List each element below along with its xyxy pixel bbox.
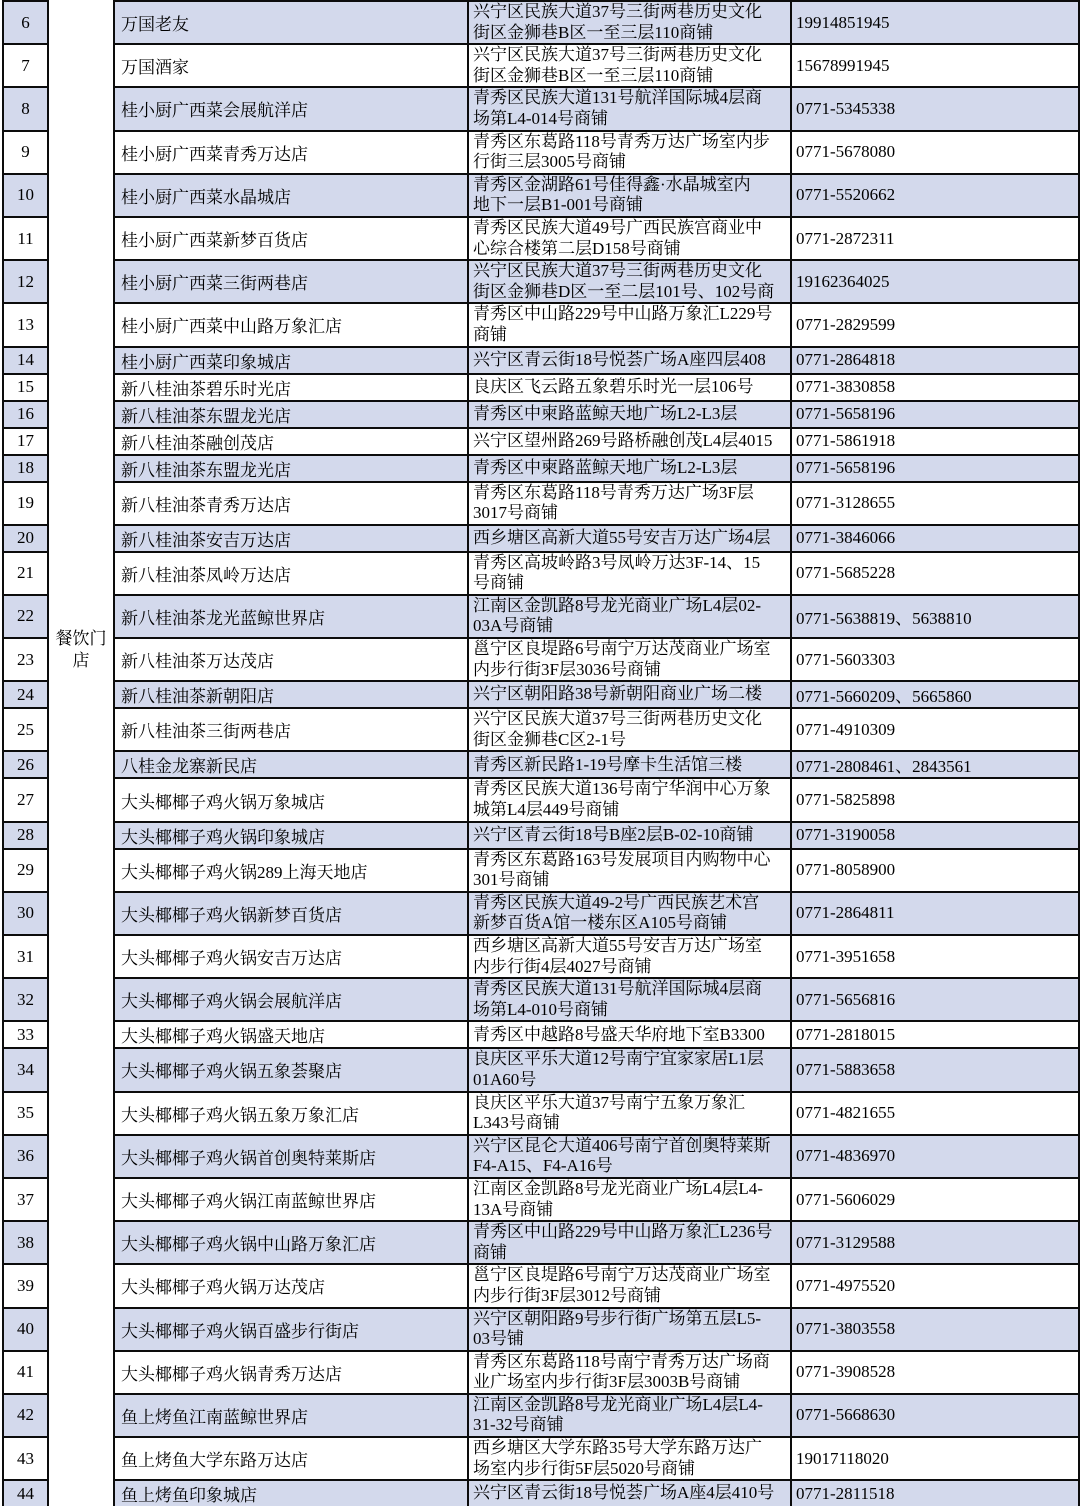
store-address-cell[interactable]: 青秀区民族大道136号南宁华润中心万象 城第L4层449号商铺 xyxy=(467,777,790,820)
store-name-cell[interactable]: 万国酒家 xyxy=(113,43,467,86)
category-gap-cell xyxy=(49,1134,113,1177)
table-row xyxy=(0,481,1080,524)
store-phone-cell[interactable]: 0771-5825898 xyxy=(790,777,1080,820)
store-phone-cell[interactable]: 0771-5520662 xyxy=(790,173,1080,216)
row-number-cell[interactable]: 35 xyxy=(2,1091,49,1134)
store-phone-cell[interactable]: 0771-3190058 xyxy=(790,821,1080,848)
store-phone-cell[interactable]: 0771-5658196 xyxy=(790,400,1080,427)
category-gap-cell xyxy=(49,821,113,848)
store-name-cell[interactable]: 鱼上烤鱼印象城店 xyxy=(113,1479,467,1506)
row-number-cell[interactable]: 27 xyxy=(2,777,49,820)
category-gap-cell xyxy=(49,1177,113,1220)
category-gap-cell xyxy=(49,750,113,777)
store-phone-cell[interactable]: 0771-5678080 xyxy=(790,130,1080,173)
row-number-cell[interactable]: 29 xyxy=(2,848,49,891)
store-phone-cell[interactable]: 0771-4975520 xyxy=(790,1263,1080,1306)
row-number-cell[interactable]: 18 xyxy=(2,454,49,481)
table-row xyxy=(0,1436,1080,1479)
store-address-cell[interactable]: 青秀区东葛路118号青秀万达广场3F层 3017号商铺 xyxy=(467,481,790,524)
row-number-cell[interactable]: 22 xyxy=(2,594,49,637)
table-row xyxy=(0,680,1080,707)
store-phone-cell[interactable]: 0771-2864811 xyxy=(790,891,1080,934)
store-name-cell[interactable]: 新八桂油茶万达茂店 xyxy=(113,637,467,680)
store-address-cell[interactable]: 西乡塘区高新大道55号安吉万达广场4层 xyxy=(467,524,790,551)
store-phone-cell[interactable]: 0771-5861918 xyxy=(790,427,1080,454)
store-phone-cell[interactable]: 0771-5656816 xyxy=(790,977,1080,1020)
table-row xyxy=(0,1134,1080,1177)
category-gap-cell xyxy=(49,454,113,481)
table-row xyxy=(0,346,1080,373)
table-row xyxy=(0,594,1080,637)
store-name-cell[interactable]: 大头椰椰子鸡火锅盛天地店 xyxy=(113,1020,467,1047)
store-name-cell[interactable]: 大头椰椰子鸡火锅会展航洋店 xyxy=(113,977,467,1020)
store-phone-cell[interactable]: 0771-2829599 xyxy=(790,302,1080,345)
category-gap-cell xyxy=(49,1047,113,1090)
category-gap-cell xyxy=(49,1307,113,1350)
category-gap-cell xyxy=(49,848,113,891)
category-gap-cell xyxy=(49,86,113,129)
row-number-cell[interactable]: 30 xyxy=(2,891,49,934)
store-phone-cell[interactable]: 0771-2808461、2843561 xyxy=(790,750,1080,777)
store-address-cell[interactable]: 青秀区东葛路163号发展项目内购物中心 301号商铺 xyxy=(467,848,790,891)
store-name-cell[interactable]: 桂小厨广西菜印象城店 xyxy=(113,346,467,373)
store-name-cell[interactable]: 新八桂油茶三街两巷店 xyxy=(113,707,467,750)
table-row xyxy=(0,750,1080,777)
category-gap-cell xyxy=(49,707,113,750)
table-row xyxy=(0,0,1080,43)
store-address-cell[interactable]: 良庆区飞云路五象碧乐时光一层106号 xyxy=(467,373,790,400)
row-number-cell[interactable]: 12 xyxy=(2,259,49,302)
category-gap-cell xyxy=(49,481,113,524)
table-row xyxy=(0,551,1080,594)
table-row xyxy=(0,637,1080,680)
store-name-cell[interactable]: 新八桂油茶东盟龙光店 xyxy=(113,454,467,481)
store-phone-cell[interactable]: 0771-2811518 xyxy=(790,1479,1080,1506)
row-number-cell[interactable]: 16 xyxy=(2,400,49,427)
store-phone-cell[interactable]: 19017118020 xyxy=(790,1436,1080,1479)
store-phone-cell[interactable]: 0771-8058900 xyxy=(790,848,1080,891)
row-number-cell[interactable]: 20 xyxy=(2,524,49,551)
row-number-cell[interactable]: 41 xyxy=(2,1350,49,1393)
category-gap-cell xyxy=(49,680,113,707)
table-row xyxy=(0,848,1080,891)
category-gap-cell xyxy=(49,0,113,43)
store-address-cell[interactable]: 兴宁区昆仑大道406号南宁首创奥特莱斯 F4-A15、F4-A16号 xyxy=(467,1134,790,1177)
store-address-cell[interactable]: 兴宁区民族大道37号三街两巷历史文化 街区金狮巷B区一至三层110商铺 xyxy=(467,43,790,86)
store-phone-cell[interactable]: 0771-3951658 xyxy=(790,934,1080,977)
store-phone-cell[interactable]: 0771-5660209、5665860 xyxy=(790,680,1080,707)
row-number-cell[interactable]: 32 xyxy=(2,977,49,1020)
category-gap-cell xyxy=(49,1020,113,1047)
store-name-cell[interactable]: 大头椰椰子鸡火锅五象万象汇店 xyxy=(113,1091,467,1134)
store-address-cell[interactable]: 江南区金凯路8号龙光商业广场L4层L4- 31-32号商铺 xyxy=(467,1393,790,1436)
row-number-cell[interactable]: 14 xyxy=(2,346,49,373)
store-name-cell[interactable]: 桂小厨广西菜青秀万达店 xyxy=(113,130,467,173)
row-number-cell[interactable]: 17 xyxy=(2,427,49,454)
store-phone-cell[interactable]: 0771-3803558 xyxy=(790,1307,1080,1350)
row-number-cell[interactable]: 9 xyxy=(2,130,49,173)
store-address-cell[interactable]: 青秀区高坡岭路3号凤岭万达3F-14、15 号商铺 xyxy=(467,551,790,594)
row-number-cell[interactable]: 26 xyxy=(2,750,49,777)
store-phone-cell[interactable]: 0771-5345338 xyxy=(790,86,1080,129)
store-address-cell[interactable]: 良庆区平乐大道12号南宁宜家家居L1层 01A60号 xyxy=(467,1047,790,1090)
table-row xyxy=(0,1177,1080,1220)
row-number-cell[interactable]: 42 xyxy=(2,1393,49,1436)
store-address-cell[interactable]: 青秀区中柬路蓝鲸天地广场L2-L3层 xyxy=(467,454,790,481)
row-number-cell[interactable]: 15 xyxy=(2,373,49,400)
store-name-cell[interactable]: 大头椰椰子鸡火锅万达茂店 xyxy=(113,1263,467,1306)
store-address-cell[interactable]: 兴宁区民族大道37号三街两巷历史文化 街区金狮巷C区2-1号 xyxy=(467,707,790,750)
store-phone-cell[interactable]: 0771-4910309 xyxy=(790,707,1080,750)
row-number-cell[interactable]: 33 xyxy=(2,1020,49,1047)
store-name-cell[interactable]: 新八桂油茶龙光蓝鲸世界店 xyxy=(113,594,467,637)
table-row xyxy=(0,400,1080,427)
category-gap-cell xyxy=(49,637,113,680)
store-address-cell[interactable]: 青秀区东葛路118号南宁青秀万达广场商 业广场室内步行街3F层3003B号商铺 xyxy=(467,1350,790,1393)
store-address-cell[interactable]: 良庆区平乐大道37号南宁五象万象汇 L343号商铺 xyxy=(467,1091,790,1134)
store-name-cell[interactable]: 桂小厨广西菜中山路万象汇店 xyxy=(113,302,467,345)
store-address-cell[interactable]: 青秀区民族大道49-2号广西民族艺术宫 新梦百货A馆一楼东区A105号商铺 xyxy=(467,891,790,934)
store-address-cell[interactable]: 青秀区民族大道131号航洋国际城4层商 场第L4-010号商铺 xyxy=(467,977,790,1020)
store-name-cell[interactable]: 大头椰椰子鸡火锅万象城店 xyxy=(113,777,467,820)
category-gap-cell xyxy=(49,594,113,637)
category-gap-cell xyxy=(49,43,113,86)
category-gap-cell xyxy=(49,551,113,594)
store-phone-cell[interactable]: 0771-2872311 xyxy=(790,216,1080,259)
store-name-cell[interactable]: 桂小厨广西菜水晶城店 xyxy=(113,173,467,216)
category-gap-cell xyxy=(49,173,113,216)
store-phone-cell[interactable]: 0771-5668630 xyxy=(790,1393,1080,1436)
table-row xyxy=(0,1350,1080,1393)
store-address-cell[interactable]: 江南区金凯路8号龙光商业广场L4层02- 03A号商铺 xyxy=(467,594,790,637)
store-name-cell[interactable]: 八桂金龙寨新民店 xyxy=(113,750,467,777)
category-gap-cell xyxy=(49,1479,113,1506)
store-address-cell[interactable]: 兴宁区民族大道37号三街两巷历史文化 街区金狮巷D区一至二层101号、102号商 xyxy=(467,259,790,302)
row-number-cell[interactable]: 36 xyxy=(2,1134,49,1177)
store-address-cell[interactable]: 青秀区中山路229号中山路万象汇L236号 商铺 xyxy=(467,1220,790,1263)
store-address-cell[interactable]: 青秀区民族大道49号广西民族宫商业中 心综合楼第二层D158号商铺 xyxy=(467,216,790,259)
row-number-cell[interactable]: 24 xyxy=(2,680,49,707)
store-address-cell[interactable]: 青秀区中柬路蓝鲸天地广场L2-L3层 xyxy=(467,400,790,427)
row-number-cell[interactable]: 10 xyxy=(2,173,49,216)
row-number-cell[interactable]: 23 xyxy=(2,637,49,680)
row-number-cell[interactable]: 8 xyxy=(2,86,49,129)
category-gap-cell xyxy=(49,1091,113,1134)
table-row xyxy=(0,1047,1080,1090)
table-row xyxy=(0,707,1080,750)
store-name-cell[interactable]: 大头椰椰子鸡火锅印象城店 xyxy=(113,821,467,848)
store-name-cell[interactable]: 桂小厨广西菜会展航洋店 xyxy=(113,86,467,129)
store-phone-cell[interactable]: 0771-3128655 xyxy=(790,481,1080,524)
row-number-cell[interactable]: 40 xyxy=(2,1307,49,1350)
store-phone-cell[interactable]: 0771-5606029 xyxy=(790,1177,1080,1220)
store-phone-cell[interactable]: 0771-4821655 xyxy=(790,1091,1080,1134)
table-row xyxy=(0,130,1080,173)
store-phone-cell[interactable]: 0771-3846066 xyxy=(790,524,1080,551)
store-name-cell[interactable]: 新八桂油茶新朝阳店 xyxy=(113,680,467,707)
table-row xyxy=(0,86,1080,129)
row-number-cell[interactable]: 34 xyxy=(2,1047,49,1090)
category-gap-cell xyxy=(49,1263,113,1306)
category-gap-cell xyxy=(49,777,113,820)
store-name-cell[interactable]: 新八桂油茶碧乐时光店 xyxy=(113,373,467,400)
store-address-cell[interactable]: 兴宁区青云街18号悦荟广场A座4层410号 xyxy=(467,1479,790,1506)
table-row xyxy=(0,216,1080,259)
table-row xyxy=(0,1020,1080,1047)
table-row xyxy=(0,1263,1080,1306)
store-phone-cell[interactable]: 0771-2864818 xyxy=(790,346,1080,373)
store-name-cell[interactable]: 大头椰椰子鸡火锅289上海天地店 xyxy=(113,848,467,891)
store-phone-cell[interactable]: 0771-2818015 xyxy=(790,1020,1080,1047)
store-name-cell[interactable]: 大头椰椰子鸡火锅中山路万象汇店 xyxy=(113,1220,467,1263)
row-number-cell[interactable]: 43 xyxy=(2,1436,49,1479)
table-row xyxy=(0,934,1080,977)
category-gap-cell xyxy=(49,524,113,551)
store-phone-cell[interactable]: 0771-5658196 xyxy=(790,454,1080,481)
store-address-cell[interactable]: 兴宁区青云街18号悦荟广场A座四层408 xyxy=(467,346,790,373)
category-gap-cell xyxy=(49,130,113,173)
store-phone-cell[interactable]: 0771-4836970 xyxy=(790,1134,1080,1177)
row-number-cell[interactable]: 6 xyxy=(2,0,49,43)
store-phone-cell[interactable]: 0771-3129588 xyxy=(790,1220,1080,1263)
store-name-cell[interactable]: 新八桂油茶青秀万达店 xyxy=(113,481,467,524)
row-number-cell[interactable]: 25 xyxy=(2,707,49,750)
table-row xyxy=(0,1393,1080,1436)
store-address-cell[interactable]: 青秀区新民路1-19号摩卡生活馆三楼 xyxy=(467,750,790,777)
store-phone-cell[interactable]: 0771-5685228 xyxy=(790,551,1080,594)
category-gap-cell xyxy=(49,373,113,400)
table-row xyxy=(0,1479,1080,1506)
store-name-cell[interactable]: 新八桂油茶安吉万达店 xyxy=(113,524,467,551)
store-name-cell[interactable]: 大头椰椰子鸡火锅青秀万达店 xyxy=(113,1350,467,1393)
table-row xyxy=(0,821,1080,848)
category-gap-cell xyxy=(49,400,113,427)
category-label: 餐饮门店 xyxy=(55,629,107,670)
row-number-cell[interactable]: 28 xyxy=(2,821,49,848)
store-name-cell[interactable]: 大头椰椰子鸡火锅安吉万达店 xyxy=(113,934,467,977)
table-row xyxy=(0,1220,1080,1263)
store-name-cell[interactable]: 大头椰椰子鸡火锅江南蓝鲸世界店 xyxy=(113,1177,467,1220)
category-gap-cell xyxy=(49,216,113,259)
table-row xyxy=(0,524,1080,551)
store-address-cell[interactable]: 邕宁区良堤路6号南宁万达茂商业广场室 内步行街3F层3036号商铺 xyxy=(467,637,790,680)
store-address-cell[interactable]: 兴宁区朝阳路38号新朝阳商业广场二楼 xyxy=(467,680,790,707)
row-number-cell[interactable]: 44 xyxy=(2,1479,49,1506)
category-gap-cell xyxy=(49,934,113,977)
category-gap-cell xyxy=(49,346,113,373)
row-number-cell[interactable]: 37 xyxy=(2,1177,49,1220)
table-row xyxy=(0,259,1080,302)
store-phone-cell[interactable]: 0771-3908528 xyxy=(790,1350,1080,1393)
row-number-cell[interactable]: 19 xyxy=(2,481,49,524)
category-gap-cell xyxy=(49,1393,113,1436)
store-address-cell[interactable]: 兴宁区朝阳路9号步行街广场第五层L5- 03号铺 xyxy=(467,1307,790,1350)
row-number-cell[interactable]: 39 xyxy=(2,1263,49,1306)
store-name-cell[interactable]: 新八桂油茶凤岭万达店 xyxy=(113,551,467,594)
table-row xyxy=(0,1307,1080,1350)
row-number-cell[interactable]: 31 xyxy=(2,934,49,977)
table-row xyxy=(0,427,1080,454)
store-address-cell[interactable]: 兴宁区青云街18号B座2层B-02-10商铺 xyxy=(467,821,790,848)
category-gap-cell xyxy=(49,1350,113,1393)
store-address-cell[interactable]: 西乡塘区高新大道55号安吉万达广场室 内步行街4层4027号商铺 xyxy=(467,934,790,977)
store-name-cell[interactable]: 鱼上烤鱼大学东路万达店 xyxy=(113,1436,467,1479)
table-row xyxy=(0,1091,1080,1134)
category-gap-cell xyxy=(49,1220,113,1263)
table-row xyxy=(0,777,1080,820)
store-phone-cell[interactable]: 15678991945 xyxy=(790,43,1080,86)
table-row xyxy=(0,454,1080,481)
category-gap-cell xyxy=(49,427,113,454)
store-address-cell[interactable]: 青秀区中山路229号中山路万象汇L229号 商铺 xyxy=(467,302,790,345)
category-gap-cell xyxy=(49,1436,113,1479)
category-gap-cell xyxy=(49,302,113,345)
category-gap-cell xyxy=(49,259,113,302)
store-phone-cell[interactable]: 0771-5883658 xyxy=(790,1047,1080,1090)
store-address-cell[interactable]: 青秀区中越路8号盛天华府地下室B3300 xyxy=(467,1020,790,1047)
store-name-cell[interactable]: 新八桂油茶融创茂店 xyxy=(113,427,467,454)
row-number-cell[interactable]: 11 xyxy=(2,216,49,259)
store-name-cell[interactable]: 大头椰椰子鸡火锅百盛步行街店 xyxy=(113,1307,467,1350)
store-phone-cell[interactable]: 19162364025 xyxy=(790,259,1080,302)
category-gap-cell xyxy=(49,891,113,934)
store-address-cell[interactable]: 青秀区金湖路61号佳得鑫·水晶城室内 地下一层B1-001号商铺 xyxy=(467,173,790,216)
table-row xyxy=(0,43,1080,86)
table-row xyxy=(0,173,1080,216)
store-address-cell[interactable]: 兴宁区望州路269号路桥融创茂L4层4015 xyxy=(467,427,790,454)
store-phone-cell[interactable]: 0771-5603303 xyxy=(790,637,1080,680)
store-address-cell[interactable]: 青秀区民族大道131号航洋国际城4层商 场第L4-014号商铺 xyxy=(467,86,790,129)
row-number-cell[interactable]: 7 xyxy=(2,43,49,86)
category-gap-cell xyxy=(49,977,113,1020)
store-name-cell[interactable]: 桂小厨广西菜三街两巷店 xyxy=(113,259,467,302)
store-name-cell[interactable]: 鱼上烤鱼江南蓝鲸世界店 xyxy=(113,1393,467,1436)
store-address-cell[interactable]: 西乡塘区大学东路35号大学东路万达广 场室内步行街5F层5020号商铺 xyxy=(467,1436,790,1479)
table-row xyxy=(0,302,1080,345)
store-phone-cell[interactable]: 0771-5638819、5638810 xyxy=(790,594,1080,637)
row-number-cell[interactable]: 21 xyxy=(2,551,49,594)
table-row xyxy=(0,373,1080,400)
store-name-cell[interactable]: 大头椰椰子鸡火锅五象荟聚店 xyxy=(113,1047,467,1090)
store-phone-cell[interactable]: 19914851945 xyxy=(790,0,1080,43)
table-row xyxy=(0,977,1080,1020)
store-address-cell[interactable]: 兴宁区民族大道37号三街两巷历史文化 街区金狮巷B区一至三层110商铺 xyxy=(467,0,790,43)
store-address-cell[interactable]: 青秀区东葛路118号青秀万达广场室内步 行街三层3005号商铺 xyxy=(467,130,790,173)
table-row xyxy=(0,891,1080,934)
store-phone-cell[interactable]: 0771-3830858 xyxy=(790,373,1080,400)
store-name-cell[interactable]: 新八桂油茶东盟龙光店 xyxy=(113,400,467,427)
row-number-cell[interactable]: 38 xyxy=(2,1220,49,1263)
row-number-cell[interactable]: 13 xyxy=(2,302,49,345)
store-name-cell[interactable]: 大头椰椰子鸡火锅新梦百货店 xyxy=(113,891,467,934)
store-name-cell[interactable]: 桂小厨广西菜新梦百货店 xyxy=(113,216,467,259)
store-name-cell[interactable]: 万国老友 xyxy=(113,0,467,43)
store-address-cell[interactable]: 邕宁区良堤路6号南宁万达茂商业广场室 内步行街3F层3012号商铺 xyxy=(467,1263,790,1306)
store-name-cell[interactable]: 大头椰椰子鸡火锅首创奥特莱斯店 xyxy=(113,1134,467,1177)
store-address-cell[interactable]: 江南区金凯路8号龙光商业广场L4层L4- 13A号商铺 xyxy=(467,1177,790,1220)
